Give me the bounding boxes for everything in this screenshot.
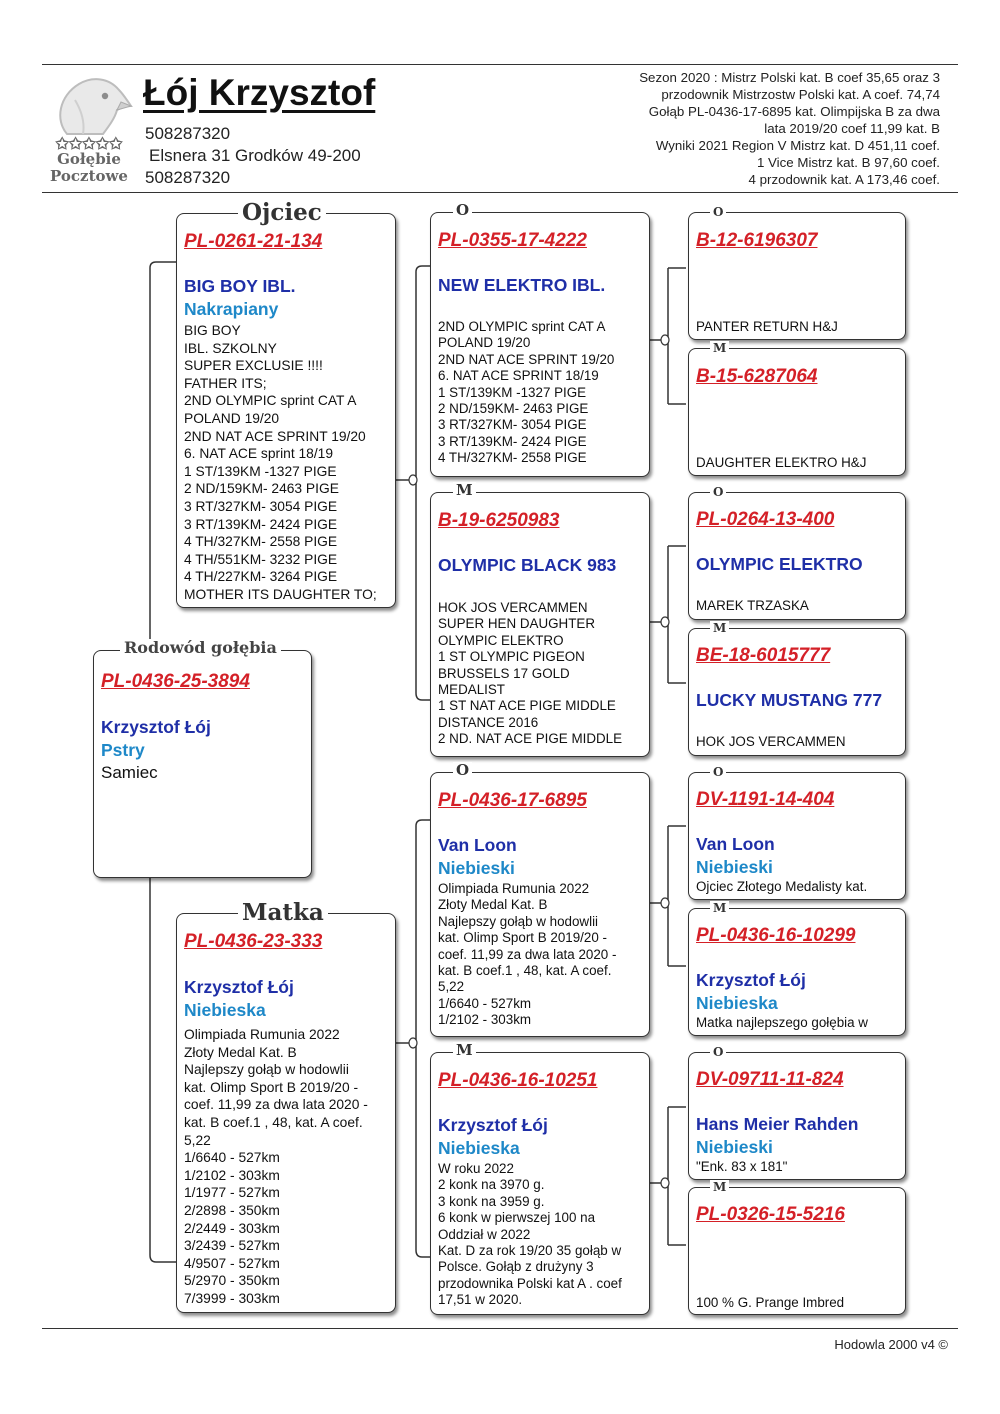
desc-line: 2 konk na 3970 g. bbox=[438, 1177, 545, 1193]
subject-card bbox=[93, 650, 312, 878]
mmm-description bbox=[696, 1295, 901, 1311]
desc-line: MEDALIST bbox=[438, 682, 505, 698]
fmm-description bbox=[696, 734, 901, 750]
desc-line: 1/6640 - 527km bbox=[438, 995, 532, 1011]
fmm-card bbox=[688, 628, 906, 756]
note-line: Sezon 2020 : Mistrz Polski kat. B coef 35,65 oraz 3 bbox=[639, 70, 940, 85]
sire-sire-card bbox=[430, 212, 650, 477]
sire-dam-ring-number: B-19-6250983 bbox=[438, 510, 560, 531]
desc-line: kat. Olimp Sport B 2019/20 - bbox=[438, 930, 607, 946]
dam-sire-label: O bbox=[453, 762, 472, 779]
desc-line: Oddział w 2022 bbox=[438, 1226, 531, 1242]
father-title: Ojciec bbox=[238, 200, 326, 226]
desc-line: OLYMPIC ELEKTRO bbox=[438, 632, 564, 648]
sire-dam-name: OLYMPIC BLACK 983 bbox=[438, 555, 617, 575]
desc-line: 2ND NAT ACE SPRINT 19/20 bbox=[184, 428, 366, 444]
sire-sire-description bbox=[438, 319, 645, 467]
note-line: przodownik Mistrzostw Polski kat. A coef. 74,74 bbox=[661, 87, 940, 102]
desc-line: 3/2439 - 527km bbox=[184, 1238, 280, 1254]
desc-line: 5,22 bbox=[184, 1132, 211, 1148]
mother-description bbox=[184, 1026, 391, 1308]
father-card bbox=[176, 213, 396, 608]
desc-line: 2/2898 - 350km bbox=[184, 1202, 280, 1218]
owner-phone-2: 508287320 bbox=[145, 168, 231, 187]
desc-line: 5/2970 - 350km bbox=[184, 1273, 280, 1289]
logo-stars: ✩✩✩✩✩ bbox=[55, 134, 123, 153]
father-ring-number: PL-0261-21-134 bbox=[184, 231, 323, 252]
desc-line: Złoty Medal Kat. B bbox=[184, 1044, 297, 1060]
desc-line: HOK JOS VERCAMMEN bbox=[696, 734, 846, 749]
desc-line: Olimpiada Rumunia 2022 bbox=[438, 881, 590, 896]
fmf-ring-number: PL-0264-13-400 bbox=[696, 509, 835, 530]
desc-line: "Enk. 83 x 181" bbox=[696, 1159, 788, 1174]
mfm-ring-number: PL-0436-16-10299 bbox=[696, 925, 856, 946]
desc-line: Matka najlepszego gołębia w bbox=[696, 1015, 868, 1030]
desc-line: 1/2102 - 303km bbox=[184, 1167, 280, 1183]
owner-name: Łój Krzysztof bbox=[143, 72, 376, 113]
desc-line: 3 RT/327KM- 3054 PIGE bbox=[438, 417, 587, 433]
desc-line: Kat. D za rok 19/20 35 gołąb w bbox=[438, 1243, 622, 1259]
owner-phone-1: 508287320 bbox=[145, 124, 231, 143]
mother-ring-number: PL-0436-23-333 bbox=[184, 931, 323, 952]
sire-sire-name: NEW ELEKTRO IBL. bbox=[438, 275, 606, 295]
desc-line: Najlepszy gołąb w hodowlii bbox=[184, 1062, 349, 1078]
desc-line: kat. Olimp Sport B 2019/20 - bbox=[184, 1079, 359, 1095]
desc-line: Olimpiada Rumunia 2022 bbox=[184, 1027, 340, 1042]
subject-sex: Samiec bbox=[101, 763, 158, 782]
note-line: 4 przodownik kat. A 173,46 coef. bbox=[748, 172, 940, 187]
mfm-color: Niebieska bbox=[696, 993, 778, 1013]
mother-color: Niebieska bbox=[184, 1000, 266, 1020]
subject-color: Pstry bbox=[101, 740, 145, 760]
desc-line: 1 ST/139KM -1327 PIGE bbox=[438, 384, 587, 400]
fmm-name: LUCKY MUSTANG 777 bbox=[696, 690, 883, 710]
desc-line: BRUSSELS 17 GOLD bbox=[438, 665, 570, 681]
dam-dam-label: M bbox=[453, 1042, 476, 1059]
mff-color: Niebieski bbox=[696, 857, 773, 877]
dam-sire-name: Van Loon bbox=[438, 835, 517, 855]
desc-line: 5,22 bbox=[438, 979, 465, 995]
fff-description bbox=[696, 319, 901, 335]
desc-line: POLAND 19/20 bbox=[438, 335, 531, 351]
desc-line: 4 TH/327KM- 2558 PIGE bbox=[184, 534, 338, 550]
dam-dam-card bbox=[430, 1052, 650, 1315]
desc-line: POLAND 19/20 bbox=[184, 410, 280, 426]
desc-line: przodownika Polski kat A . coef bbox=[438, 1275, 622, 1291]
sire-dam-card bbox=[430, 492, 650, 757]
mfm-label: M bbox=[710, 901, 729, 915]
desc-line: 2ND NAT ACE SPRINT 19/20 bbox=[438, 351, 615, 367]
mmm-card bbox=[688, 1187, 906, 1315]
sire-dam-description bbox=[438, 600, 645, 748]
desc-line: coef. 11,99 za dwa lata 2020 - bbox=[438, 946, 617, 962]
desc-line: Polsce. Gołąb z drużyny 3 bbox=[438, 1259, 594, 1275]
mmf-name: Hans Meier Rahden bbox=[696, 1114, 859, 1134]
desc-line: MOTHER ITS DAUGHTER TO; bbox=[184, 586, 377, 602]
mother-owner-name: Krzysztof Łój bbox=[184, 977, 294, 997]
mmm-ring-number: PL-0326-15-5216 bbox=[696, 1204, 845, 1225]
desc-line: IBL. SZKOLNY bbox=[184, 340, 277, 356]
desc-line: kat. B coef.1 , 48, kat. A coef. bbox=[438, 963, 612, 979]
ffm-label: M bbox=[710, 341, 729, 355]
mmf-ring-number: DV-09711-11-824 bbox=[696, 1069, 844, 1090]
dam-sire-ring-number: PL-0436-17-6895 bbox=[438, 790, 587, 811]
desc-line: HOK JOS VERCAMMEN bbox=[438, 600, 588, 615]
desc-line: 2 ND/159KM- 2463 PIGE bbox=[184, 481, 339, 497]
desc-line: SUPER EXCLUSIE !!!! bbox=[184, 358, 323, 374]
father-name: BIG BOY IBL. bbox=[184, 276, 296, 296]
subject-ring-number: PL-0436-25-3894 bbox=[101, 671, 250, 692]
mff-card bbox=[688, 772, 906, 900]
ffm-card bbox=[688, 348, 906, 476]
mother-title: Matka bbox=[238, 900, 328, 926]
desc-line: 6 konk w pierwszej 100 na bbox=[438, 1210, 596, 1226]
dam-dam-description bbox=[438, 1161, 645, 1309]
sire-sire-ring-number: PL-0355-17-4222 bbox=[438, 230, 587, 251]
desc-line: 3 RT/327KM- 3054 PIGE bbox=[184, 498, 338, 514]
desc-line: 2 ND/159KM- 2463 PIGE bbox=[438, 401, 589, 417]
dam-sire-card bbox=[430, 772, 650, 1037]
desc-line: 2ND OLYMPIC sprint CAT A bbox=[438, 319, 606, 334]
footer-credit: Hodowla 2000 v4 © bbox=[834, 1337, 948, 1352]
mother-card bbox=[176, 913, 396, 1313]
desc-line: 6. NAT ACE sprint 18/19 bbox=[184, 446, 334, 462]
desc-line: FATHER ITS; bbox=[184, 375, 267, 391]
fff-card bbox=[688, 212, 906, 340]
desc-line: 1 ST/139KM -1327 PIGE bbox=[184, 463, 337, 479]
father-description bbox=[184, 322, 391, 604]
mff-label: O bbox=[710, 765, 726, 779]
fmm-label: M bbox=[710, 621, 729, 635]
desc-line: BIG BOY bbox=[184, 323, 241, 338]
mmm-label: M bbox=[710, 1180, 729, 1194]
desc-line: SUPER HEN DAUGHTER bbox=[438, 616, 595, 632]
desc-line: MAREK TRZASKA bbox=[696, 598, 809, 613]
mff-name: Van Loon bbox=[696, 834, 775, 854]
fmf-name: OLYMPIC ELEKTRO bbox=[696, 554, 863, 574]
mff-description bbox=[696, 879, 901, 895]
sire-sire-label: O bbox=[453, 202, 472, 219]
mfm-owner-name: Krzysztof Łój bbox=[696, 970, 806, 990]
desc-line: 2ND OLYMPIC sprint CAT A bbox=[184, 393, 357, 409]
dam-dam-ring-number: PL-0436-16-10251 bbox=[438, 1070, 598, 1091]
desc-line: 100 % G. Prange Imbred bbox=[696, 1295, 845, 1310]
desc-line: 4 TH/551KM- 3232 PIGE bbox=[184, 551, 338, 567]
subject-title: Rodowód gołębia bbox=[120, 639, 281, 657]
mfm-description bbox=[696, 1015, 901, 1031]
desc-line: 3 RT/139KM- 2424 PIGE bbox=[184, 516, 338, 532]
dam-dam-owner-name: Krzysztof Łój bbox=[438, 1115, 548, 1135]
mmf-card bbox=[688, 1052, 906, 1180]
sire-dam-label: M bbox=[453, 482, 476, 499]
desc-line: 4 TH/227KM- 3264 PIGE bbox=[184, 569, 338, 585]
desc-line: DAUGHTER ELEKTRO H&J bbox=[696, 455, 867, 470]
ffm-ring-number: B-15-6287064 bbox=[696, 366, 818, 387]
desc-line: 4 TH/327KM- 2558 PIGE bbox=[438, 450, 587, 466]
desc-line: 1 ST OLYMPIC PIGEON bbox=[438, 649, 585, 665]
fff-ring-number: B-12-6196307 bbox=[696, 230, 818, 251]
note-line: Wyniki 2021 Region V Mistrz kat. D 451,11 coef. bbox=[655, 138, 940, 153]
desc-line: 2 ND. NAT ACE PIGE MIDDLE bbox=[438, 731, 623, 747]
note-line: lata 2019/20 coef 11,99 kat. B bbox=[764, 121, 940, 136]
mfm-card bbox=[688, 908, 906, 1036]
mmf-color: Niebieski bbox=[696, 1137, 773, 1157]
desc-line: 1/6640 - 527km bbox=[184, 1150, 280, 1166]
fmm-ring-number: BE-18-6015777 bbox=[696, 645, 831, 666]
desc-line: 7/3999 - 303km bbox=[184, 1290, 280, 1306]
desc-line: 4/9507 - 527km bbox=[184, 1255, 280, 1271]
subject-owner-name: Krzysztof Łój bbox=[101, 717, 211, 737]
mmf-label: O bbox=[710, 1045, 726, 1059]
desc-line: 6. NAT ACE SPRINT 18/19 bbox=[438, 368, 599, 384]
desc-line: 2/2449 - 303km bbox=[184, 1220, 280, 1236]
desc-line: Ojciec Złotego Medalisty kat. bbox=[696, 879, 868, 894]
desc-line: 3 konk na 3959 g. bbox=[438, 1193, 545, 1209]
owner-address: Elsnera 31 Grodków 49-200 bbox=[149, 146, 361, 165]
mmf-description bbox=[696, 1159, 901, 1175]
logo-text-line2: Pocztowe bbox=[50, 167, 128, 185]
desc-line: 17,51 w 2020. bbox=[438, 1292, 523, 1308]
dam-dam-color: Niebieska bbox=[438, 1138, 520, 1158]
desc-line: DISTANCE 2016 bbox=[438, 714, 539, 730]
fmf-label: O bbox=[710, 485, 726, 499]
ffm-description bbox=[696, 455, 901, 471]
fmf-card bbox=[688, 492, 906, 620]
desc-line: Najlepszy gołąb w hodowlii bbox=[438, 913, 599, 929]
father-color: Nakrapiany bbox=[184, 299, 279, 319]
note-line: 1 Vice Mistrz kat. B 97,60 coef. bbox=[756, 155, 940, 170]
desc-line: W roku 2022 bbox=[438, 1161, 514, 1176]
desc-line: kat. B coef.1 , 48, kat. A coef. bbox=[184, 1114, 363, 1130]
desc-line: 1 ST NAT ACE PIGE MIDDLE bbox=[438, 698, 616, 714]
dam-sire-color: Niebieski bbox=[438, 858, 515, 878]
desc-line: 1/2102 - 303km bbox=[438, 1012, 532, 1028]
mff-ring-number: DV-1191-14-404 bbox=[696, 789, 835, 810]
desc-line: 3 RT/139KM- 2424 PIGE bbox=[438, 433, 587, 449]
fff-label: O bbox=[710, 205, 726, 219]
fmf-description bbox=[696, 598, 901, 614]
desc-line: PANTER RETURN H&J bbox=[696, 319, 838, 334]
dam-sire-description bbox=[438, 881, 645, 1029]
logo-text-line1: Gołębie bbox=[57, 150, 121, 168]
desc-line: coef. 11,99 za dwa lata 2020 - bbox=[184, 1097, 368, 1113]
desc-line: Złoty Medal Kat. B bbox=[438, 897, 548, 913]
desc-line: 1/1977 - 527km bbox=[184, 1185, 280, 1201]
note-line: Gołąb PL-0436-17-6895 kat. Olimpijska B za dwa bbox=[648, 104, 940, 119]
